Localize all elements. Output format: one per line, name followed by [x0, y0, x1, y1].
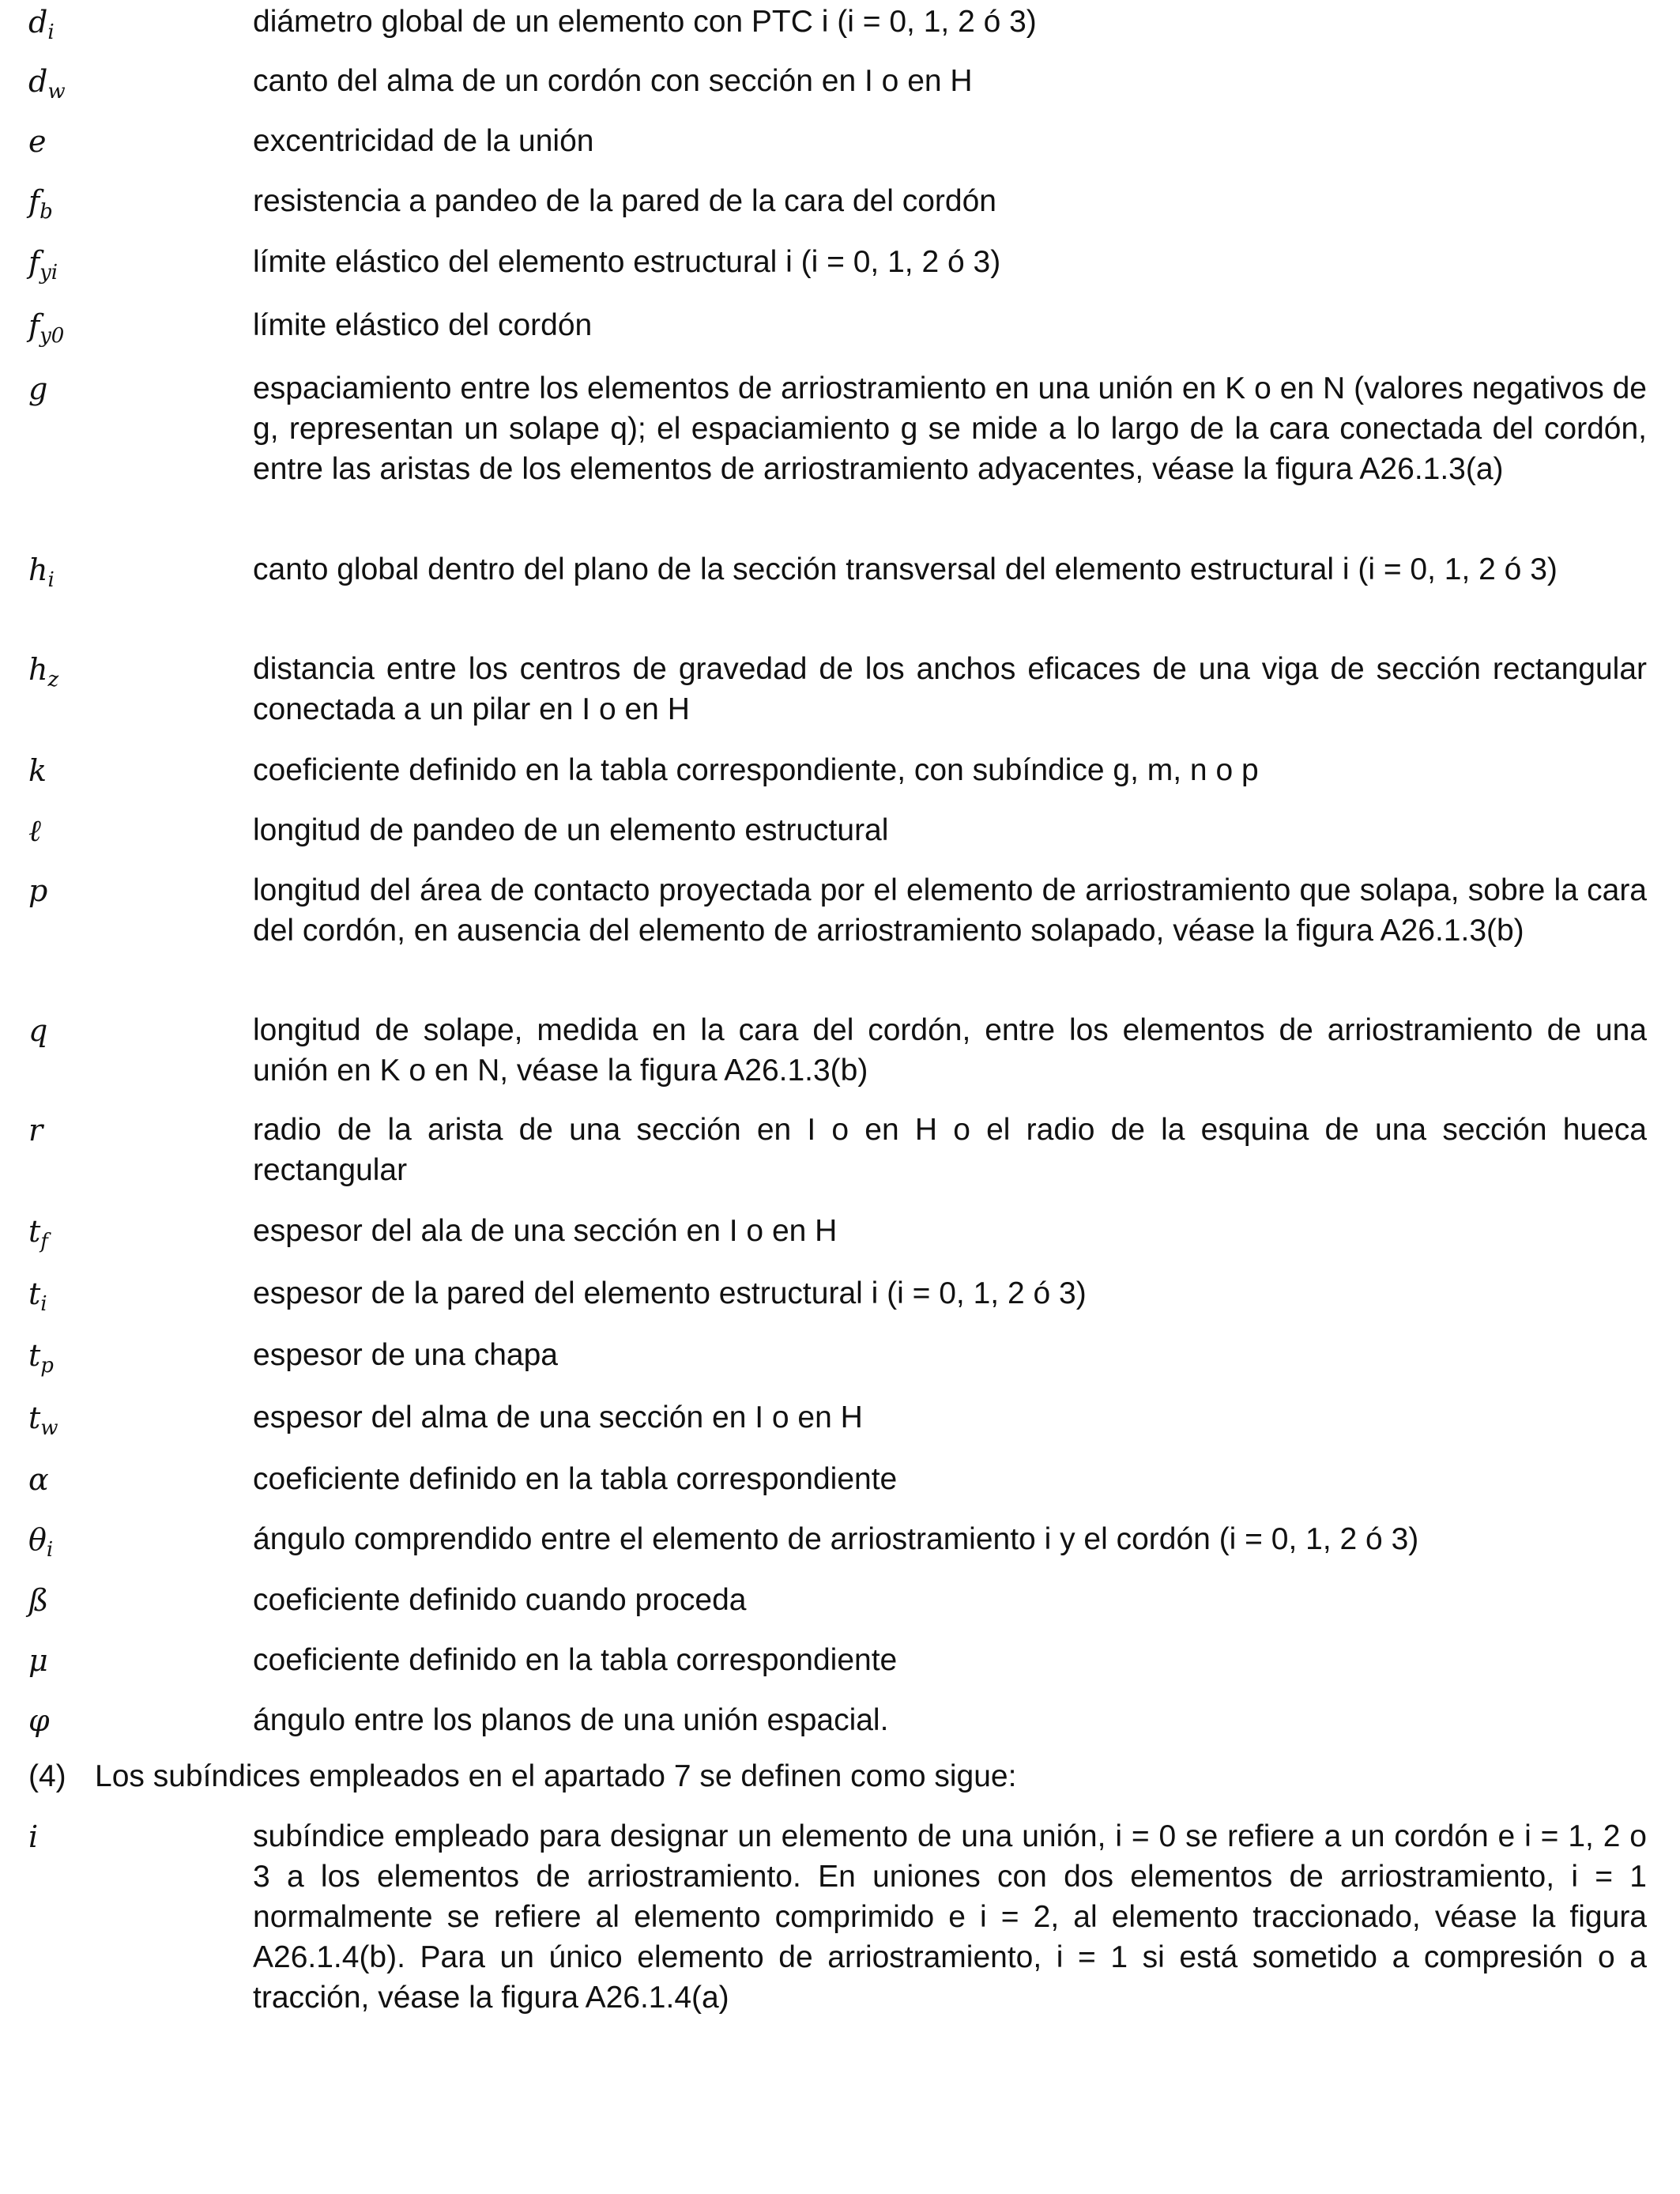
symbol: $d_i$ [28, 5, 55, 44]
symbol: k [28, 753, 47, 788]
section-number: (4) [28, 1759, 66, 1793]
symbol: e [28, 124, 47, 159]
symbol: r [28, 1113, 43, 1148]
symbol-definition: canto del alma de un cordón con sección en I o en H [253, 64, 973, 98]
symbol: $\theta_i$ [28, 1522, 54, 1562]
symbol-definition: excentricidad de la unión [253, 124, 594, 158]
symbol: ß [28, 1583, 49, 1618]
symbol-definition: resistencia a pandeo de la pared de la cara del cordón [253, 184, 996, 218]
symbol: ℓ [28, 813, 41, 848]
symbol-definition: distancia entre los centros de gravedad de los anchos eficaces de una viga de sección rectangular conectada a un pilar en I o en H [253, 652, 1647, 726]
symbol: i [28, 1819, 39, 1854]
symbol: $t_w$ [28, 1400, 58, 1440]
symbol: p [28, 873, 48, 908]
symbol-definition: espesor del ala de una sección en I o en H [253, 1214, 838, 1248]
symbol-definition: canto global dentro del plano de la sección transversal del elemento estructural i (i = 0, 1, 2 ó 3) [253, 552, 1558, 586]
symbol-definition: diámetro global de un elemento con PTC i (i = 0, 1, 2 ó 3) [253, 5, 1037, 39]
symbol-definition: espesor de la pared del elemento estructural i (i = 0, 1, 2 ó 3) [253, 1276, 1087, 1310]
symbol: $f_b$ [28, 184, 53, 224]
symbol-definition: espaciamiento entre los elementos de arriostramiento en una unión en K o en N (valores negativos de g, representan un solape q); el espaciamiento g se mide a lo largo de la cara conectada del cordón, entre las aristas de los elementos de arriostramiento adyacentes, véase la figura A26.1.3(a) [253, 371, 1647, 486]
symbol-definition: subíndice empleado para designar un elemento de una unión, i = 0 se refiere a un cordón e i = 1, 2 o 3 a los elementos de arriostramiento. En uniones con dos elementos de arriostramiento, i = 1 normalmente se refiere al elemento comprimido e i = 2, al elemento traccionado, véase la figura A26.1.4(b). Para un único elemento de arriostramiento, i = 1 si está sometido a compresión o a tracción, véase la figura A26.1.4(a) [253, 1819, 1647, 2015]
section-heading [28, 1756, 1648, 1797]
symbol-definition: coeficiente definido en la tabla correspondiente [253, 1643, 898, 1677]
symbol-definition: espesor del alma de una sección en I o en H [253, 1400, 863, 1434]
symbol: $h_i$ [28, 552, 55, 592]
symbol-definition: coeficiente definido en la tabla correspondiente [253, 1462, 898, 1496]
symbol-definition: longitud del área de contacto proyectada por el elemento de arriostramiento que solapa, sobre la cara del cordón, en ausencia del elemento de arriostramiento solapado, véase la figura A26.1.3(b) [253, 873, 1647, 948]
symbol-definition: coeficiente definido en la tabla correspondiente, con subíndice g, m, n o p [253, 753, 1259, 787]
symbol: q [28, 1013, 48, 1048]
symbol-definition: límite elástico del elemento estructural i (i = 0, 1, 2 ó 3) [253, 245, 1001, 279]
symbol: $t_p$ [28, 1338, 54, 1378]
symbol: $t_i$ [28, 1276, 47, 1316]
symbol-definition: longitud de solape, medida en la cara del cordón, entre los elementos de arriostramiento de una unión en K o en N, véase la figura A26.1.3(b) [253, 1013, 1647, 1088]
symbol-definition: ángulo entre los planos de una unión espacial. [253, 1703, 889, 1737]
symbol: φ [28, 1703, 50, 1738]
symbol-definition: radio de la arista de una sección en I o en H o el radio de la esquina de una sección hueca rectangular [253, 1113, 1647, 1187]
section-text: Los subíndices empleados en el apartado 7 se definen como sigue: [95, 1759, 1017, 1793]
symbol-definition: límite elástico del cordón [253, 308, 593, 342]
symbol-definition: longitud de pandeo de un elemento estructural [253, 813, 889, 847]
symbol: $f_{y0}$ [28, 308, 65, 348]
symbol-definition: coeficiente definido cuando proceda [253, 1583, 747, 1617]
symbol: μ [28, 1643, 48, 1678]
symbol: $f_{yi}$ [28, 245, 58, 285]
symbol-definition: espesor de una chapa [253, 1338, 558, 1372]
symbol: g [28, 371, 48, 406]
symbol-definition: ángulo comprendido entre el elemento de arriostramiento i y el cordón (i = 0, 1, 2 ó 3) [253, 1522, 1419, 1556]
symbol: $d_w$ [28, 64, 66, 104]
symbol: $t_f$ [28, 1214, 48, 1253]
symbol: $h_z$ [28, 652, 59, 692]
symbol: α [28, 1462, 49, 1497]
